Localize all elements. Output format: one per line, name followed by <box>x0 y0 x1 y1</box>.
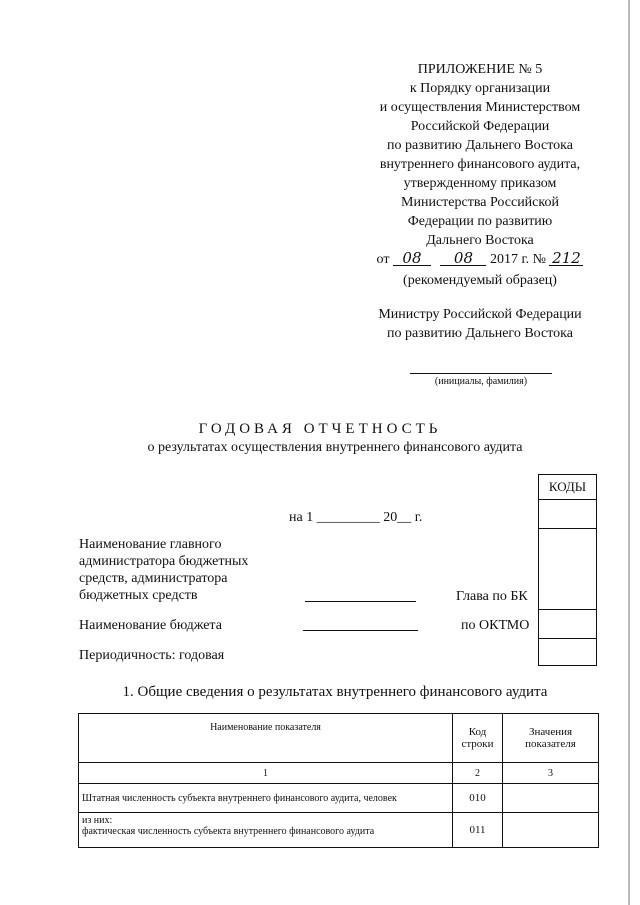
appendix-line: Министерства Российской <box>401 195 559 210</box>
codes-header: КОДЫ <box>548 479 587 494</box>
column-number: 1 <box>79 763 453 784</box>
appendix-line: Российской Федерации <box>410 119 550 134</box>
appendix-line: внутреннего финансового аудита, <box>379 157 581 172</box>
addressee-line: Министру Российской Федерации <box>378 307 582 322</box>
header-cell: Наименование показателя <box>79 714 453 763</box>
budget-blank <box>303 630 418 631</box>
signature-line <box>410 373 552 374</box>
admin-blank <box>305 601 416 602</box>
appendix-line: Федерации по развитию <box>407 214 553 229</box>
addressee <box>350 305 610 343</box>
column-number: 3 <box>503 763 599 784</box>
appendix-line: Дальнего Востока <box>426 233 534 248</box>
order-date-line <box>350 250 610 269</box>
indicator-name-cell <box>79 813 453 848</box>
header-cell: Код строки <box>453 714 503 763</box>
admin-label <box>79 536 248 604</box>
budget-code-label: по ОКТМО <box>461 618 530 633</box>
order-number: 212 <box>549 251 583 266</box>
appendix-line: по развитию Дальнего Востока <box>387 138 573 153</box>
codes-box <box>538 474 597 666</box>
appendix-line: к Порядку организации <box>409 81 551 96</box>
order-year-number-label: 2017 г. № <box>489 252 546 267</box>
budget-label: Наименование бюджета <box>79 618 222 633</box>
table-row <box>79 813 599 848</box>
codes-divider <box>539 528 596 529</box>
table-header-row <box>79 714 599 763</box>
indicator-name-prefix: из них: <box>82 815 113 826</box>
indicator-code: 010 <box>453 784 503 813</box>
admin-label-line: средств, администратора <box>79 571 228 586</box>
indicator-name: Штатная численность субъекта внутреннего финансового аудита, человек <box>79 784 453 813</box>
indicators-table <box>78 713 599 848</box>
report-subtitle: о результатах осуществления внутреннего финансового аудита <box>147 440 523 455</box>
indicator-code: 011 <box>453 813 503 848</box>
indicator-name: фактическая численность субъекта внутреннего финансового аудита <box>82 826 375 837</box>
admin-label-line: Наименование главного <box>79 537 222 552</box>
header-cell: Значения показателя <box>503 714 599 763</box>
indicator-value <box>503 784 599 813</box>
date-prefix: от <box>376 252 390 267</box>
admin-label-line: бюджетных средств <box>79 588 198 603</box>
appendix-line: и осуществления Министерством <box>379 100 581 115</box>
report-date-line: на 1 _________ 20__ г. <box>289 510 423 525</box>
codes-divider <box>539 638 596 639</box>
appendix-line: ПРИЛОЖЕНИЕ № 5 <box>417 62 543 77</box>
codes-divider <box>539 499 596 500</box>
addressee-line: по развитию Дальнего Востока <box>387 326 573 341</box>
codes-divider <box>539 609 596 610</box>
signature-label: (инициалы, фамилия) <box>434 376 528 387</box>
sample-note: (рекомендуемый образец) <box>403 273 557 288</box>
order-day: 08 <box>393 251 431 266</box>
periodicity: Периодичность: годовая <box>79 648 225 663</box>
scan-edge <box>628 0 630 905</box>
column-number: 2 <box>453 763 503 784</box>
order-month: 08 <box>440 251 486 266</box>
appendix-line: утвержденному приказом <box>403 176 557 191</box>
admin-label-line: администратора бюджетных <box>79 554 249 569</box>
admin-code-label: Глава по БК <box>456 589 528 604</box>
indicator-value <box>503 813 599 848</box>
appendix-header <box>350 60 610 269</box>
section-title: 1. Общие сведения о результатах внутреннего финансового аудита <box>122 684 548 700</box>
report-title: ГОДОВАЯ ОТЧЕТНОСТЬ <box>198 421 442 437</box>
table-row <box>79 784 599 813</box>
column-number-row <box>79 763 599 784</box>
